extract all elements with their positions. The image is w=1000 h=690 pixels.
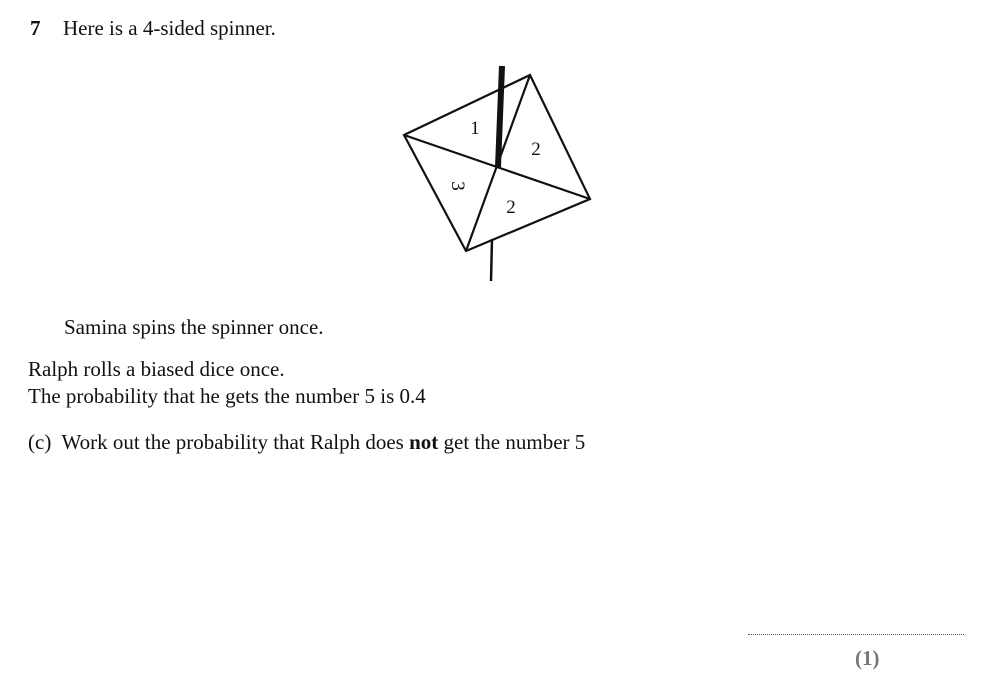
part-c-suffix: get the number 5 xyxy=(443,430,586,454)
probability-statement: The probability that he gets the number 5 is 0.4 xyxy=(28,384,426,408)
spinner-label-2-bottom: 2 xyxy=(506,197,516,218)
answer-line[interactable] xyxy=(748,634,964,635)
spinner-spindle-bottom xyxy=(491,239,492,281)
spinner-label-1: 1 xyxy=(470,118,480,139)
question-number: 7 xyxy=(30,16,41,40)
spinner-label-3: 3 xyxy=(447,181,468,191)
part-c-question xyxy=(28,430,585,455)
ralph-statement: Ralph rolls a biased dice once. xyxy=(28,357,285,381)
spinner-spindle-top xyxy=(498,66,502,167)
question-intro: Here is a 4-sided spinner. xyxy=(63,16,276,40)
samina-statement: Samina spins the spinner once. xyxy=(64,315,324,339)
part-c-prefix: Work out the probability that Ralph does xyxy=(61,430,404,454)
spinner-diagram xyxy=(380,55,620,295)
part-c-emphasis: not xyxy=(409,430,439,454)
spinner-label-2-right: 2 xyxy=(531,139,541,160)
part-c-label: (c) xyxy=(28,430,52,454)
marks-label: (1) xyxy=(855,646,880,670)
